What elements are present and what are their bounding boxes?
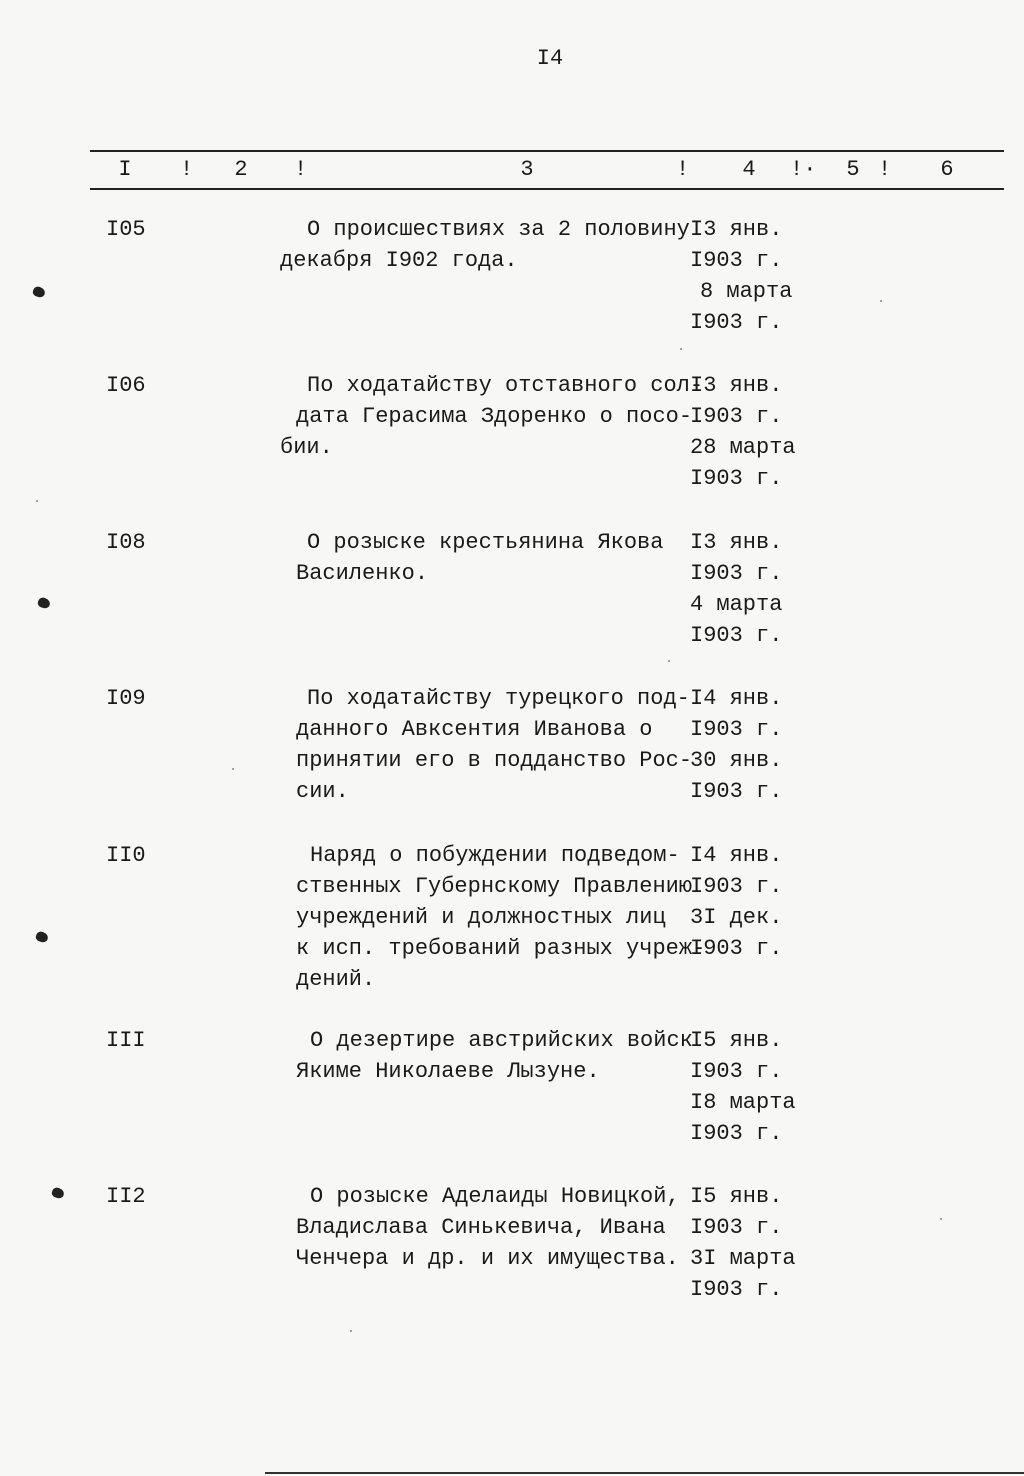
table-header-top-rule (90, 150, 1004, 152)
binding-hole-mark (35, 930, 50, 944)
entry-dates: I5 янв. I903 г. I8 марта I903 г. (690, 1028, 796, 1146)
entry-number: I08 (106, 530, 146, 555)
column-header-3: 3 (520, 157, 534, 182)
binding-hole-mark (51, 1186, 66, 1200)
column-header-1: I (118, 157, 132, 182)
scan-speck (940, 1218, 942, 1220)
entry-description: По ходатайству отставного сол- дата Герасима Здоренко о посо- бии. (280, 373, 704, 460)
entry-dates: I4 янв. I903 г. 30 янв. I903 г. (690, 686, 783, 804)
entry-number: II0 (106, 843, 146, 868)
binding-hole-mark (37, 596, 52, 610)
column-header-4: 4 (742, 157, 756, 182)
binding-hole-mark (32, 285, 47, 299)
entry-number: I05 (106, 217, 146, 242)
scan-speck (36, 500, 38, 502)
scan-speck (232, 768, 234, 770)
column-separator: ! (180, 157, 194, 182)
column-header-2: 2 (234, 157, 248, 182)
entry-description: О дезертире австрийских войск Якиме Николаеве Лызуне. (296, 1028, 693, 1084)
scan-speck (350, 1330, 352, 1332)
scan-speck (680, 348, 682, 350)
column-separator: ! (878, 157, 892, 182)
entry-dates: I3 янв. I903 г. 8 марта I903 г. (690, 217, 793, 335)
entry-description: Наряд о побуждении подведом- ственных Губернскому Правлению учреждений и должностных лиц к исп. требований разных учреж- дений. (296, 843, 706, 992)
entry-dates: I5 янв. I903 г. 3I марта I903 г. (690, 1184, 796, 1302)
entry-number: I09 (106, 686, 146, 711)
entry-number: III (106, 1028, 146, 1053)
column-separator: ! (294, 157, 308, 182)
entry-description: О происшествиях за 2 половину декабря I902 года. (280, 217, 690, 273)
scan-speck (880, 300, 882, 302)
entry-number: II2 (106, 1184, 146, 1209)
entry-description: О розыске Аделаиды Новицкой, Владислава Синькевича, Ивана Ченчера и др. и их имущества. (296, 1184, 680, 1271)
scan-speck (668, 660, 670, 662)
column-separator: ! (676, 157, 690, 182)
entry-dates: I3 янв. I903 г. 28 марта I903 г. (690, 373, 796, 491)
column-header-5: 5 (846, 157, 860, 182)
entry-description: По ходатайству турецкого под- данного Авксентия Иванова о принятии его в подданство Рос- сии. (296, 686, 693, 804)
footer-rule (265, 1472, 1024, 1474)
page-number: I4 (536, 46, 564, 71)
entry-number: I06 (106, 373, 146, 398)
entry-dates: I4 янв. I903 г. 3I дек. I903 г. (690, 843, 783, 961)
table-header-bottom-rule (90, 188, 1004, 190)
entry-description: О розыске крестьянина Якова Василенко. (296, 530, 664, 586)
column-header-6: 6 (940, 157, 954, 182)
entry-dates: I3 янв. I903 г. 4 марта I903 г. (690, 530, 783, 648)
column-separator: !· (790, 157, 817, 182)
